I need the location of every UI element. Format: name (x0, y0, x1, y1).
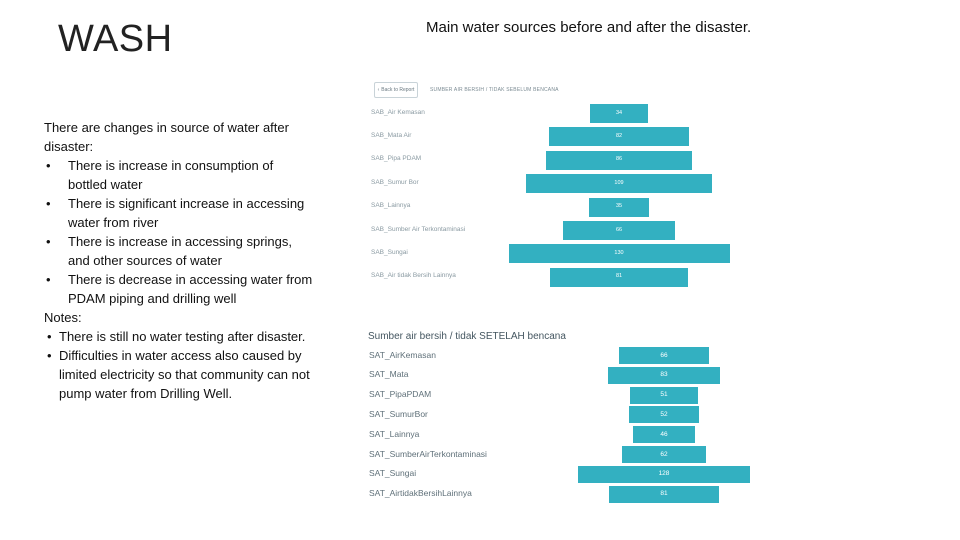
category-label: SAT_Lainnya (369, 428, 420, 439)
notes-list (44, 327, 314, 403)
bar-value-label: 83 (660, 371, 668, 379)
panel-before-title: SUMBER AIR BERSIH / TIDAK SEBELUM BENCANA (430, 87, 559, 93)
category-label: SAT_SumurBor (369, 408, 428, 419)
bar-value-label: 46 (660, 430, 668, 438)
findings-text (44, 118, 314, 403)
bar-value-label: 66 (615, 226, 623, 233)
category-label: SAB_Mata Air (371, 131, 412, 139)
bar-value-label: 86 (615, 156, 623, 163)
category-label: SAB_Pipa PDAM (371, 155, 422, 163)
back-to-report-button[interactable] (374, 82, 418, 98)
findings-intro: There are changes in source of water after disaster: (44, 120, 289, 154)
list-item: • There is increase in consumption of bottled water (44, 156, 314, 194)
category-label: SAB_Air tidak Bersih Lainnya (371, 272, 456, 280)
category-label: SAB_Sumur Bor (371, 178, 419, 186)
list-item: • There is still no water testing after disaster. (44, 327, 314, 346)
category-label: SAB_Air Kemasan (371, 108, 425, 116)
chart-title: Main water sources before and after the disaster. (426, 19, 752, 36)
slide-title: WASH (58, 18, 173, 60)
bar-value-label: 35 (615, 203, 623, 210)
category-label: SAB_Sumber Air Terkontaminasi (371, 225, 466, 233)
list-item: • There is significant increase in accessing water from river (44, 194, 314, 232)
bar-value-label: 82 (615, 132, 623, 139)
bar-value-label: 81 (660, 490, 668, 498)
chevron-left-icon: ‹ (377, 87, 380, 93)
category-label: SAT_AirtidakBersihLainnya (369, 488, 472, 499)
list-item: • There is decrease in accessing water from PDAM piping and drilling well (44, 270, 314, 308)
list-item: • There is increase in accessing springs, and other sources of water (44, 232, 314, 270)
panel-after-title: Sumber air bersih / tidak SETELAH bencana (368, 331, 566, 342)
bar-value-label: 66 (660, 351, 668, 359)
bar-value-label: 128 (658, 470, 670, 478)
bar-value-label: 130 (614, 249, 624, 256)
back-button-label: Back to Report (381, 87, 415, 93)
bar-value-label: 81 (615, 273, 623, 280)
category-label: SAT_Sungai (369, 468, 417, 479)
category-label: SAT_SumberAirTerkontaminasi (369, 448, 487, 459)
category-label: SAT_PipaPDAM (369, 389, 432, 400)
notes-heading: Notes: (44, 310, 82, 325)
bar-value-label: 62 (660, 450, 668, 458)
bar-value-label: 109 (614, 179, 624, 186)
bar-value-label: 52 (660, 410, 668, 418)
category-label: SAT_AirKemasan (369, 349, 436, 360)
bar-value-label: 51 (660, 391, 668, 399)
category-label: SAT_Mata (369, 369, 409, 380)
changes-list (44, 156, 314, 308)
bar-value-label: 34 (615, 109, 623, 116)
category-label: SAB_Lainnya (371, 202, 411, 210)
category-label: SAB_Sungai (371, 248, 408, 256)
list-item: • Difficulties in water access also caused by limited electricity so that community can not pump water from Drilling Well. (44, 346, 314, 403)
